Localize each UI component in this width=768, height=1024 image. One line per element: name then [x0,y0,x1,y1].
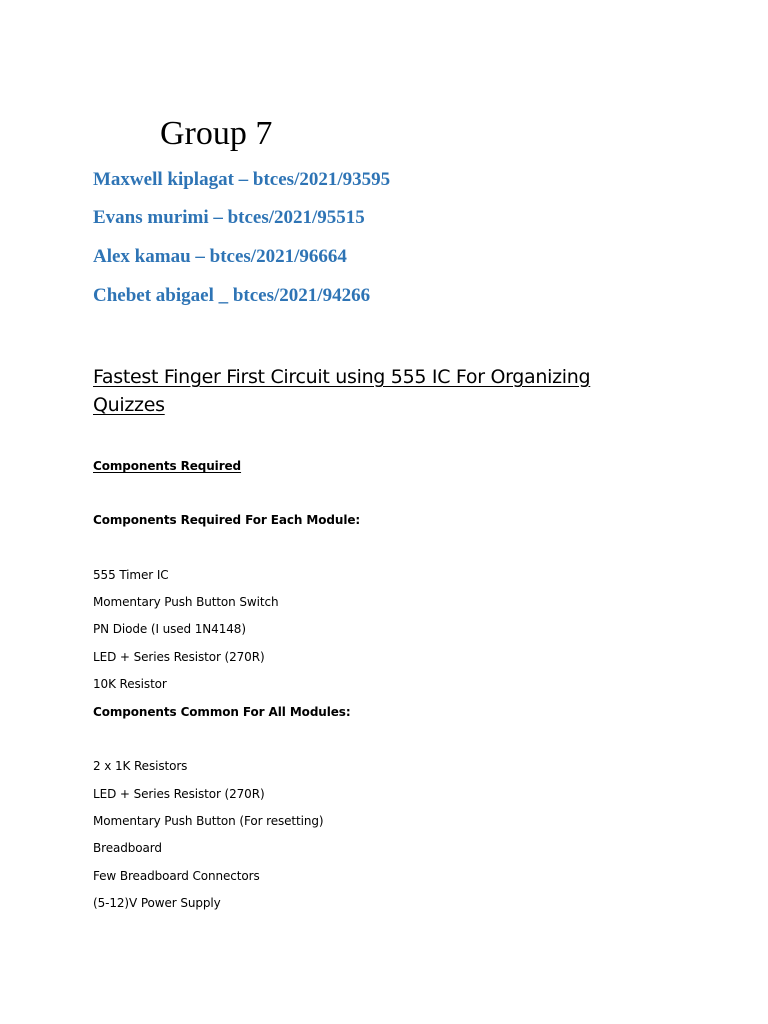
list-item: 2 x 1K Resistors [93,759,188,773]
common-modules-heading: Components Common For All Modules: [93,705,351,719]
group-title: Group 7 [160,115,273,152]
list-item: 555 Timer IC [93,568,169,582]
member-2: Evans murimi – btces/2021/95515 [93,207,365,228]
components-required-heading: Components Required [93,459,242,473]
list-item: PN Diode (I used 1N4148) [93,622,246,636]
list-item: LED + Series Resistor (270R) [93,787,265,801]
list-item: (5-12)V Power Supply [93,896,221,910]
list-item: Momentary Push Button Switch [93,595,279,609]
member-3: Alex kamau – btces/2021/96664 [93,246,347,267]
list-item: Breadboard [93,841,162,855]
list-item: 10K Resistor [93,677,167,691]
member-1: Maxwell kiplagat – btces/2021/93595 [93,169,391,190]
document-heading: Fastest Finger First Circuit using 555 IC For Organizing Quizzes [93,366,591,416]
list-item: Momentary Push Button (For resetting) [93,814,324,828]
list-item: LED + Series Resistor (270R) [93,650,265,664]
list-item: Few Breadboard Connectors [93,869,260,883]
member-4: Chebet abigael _ btces/2021/94266 [93,285,371,306]
each-module-heading: Components Required For Each Module: [93,513,361,527]
